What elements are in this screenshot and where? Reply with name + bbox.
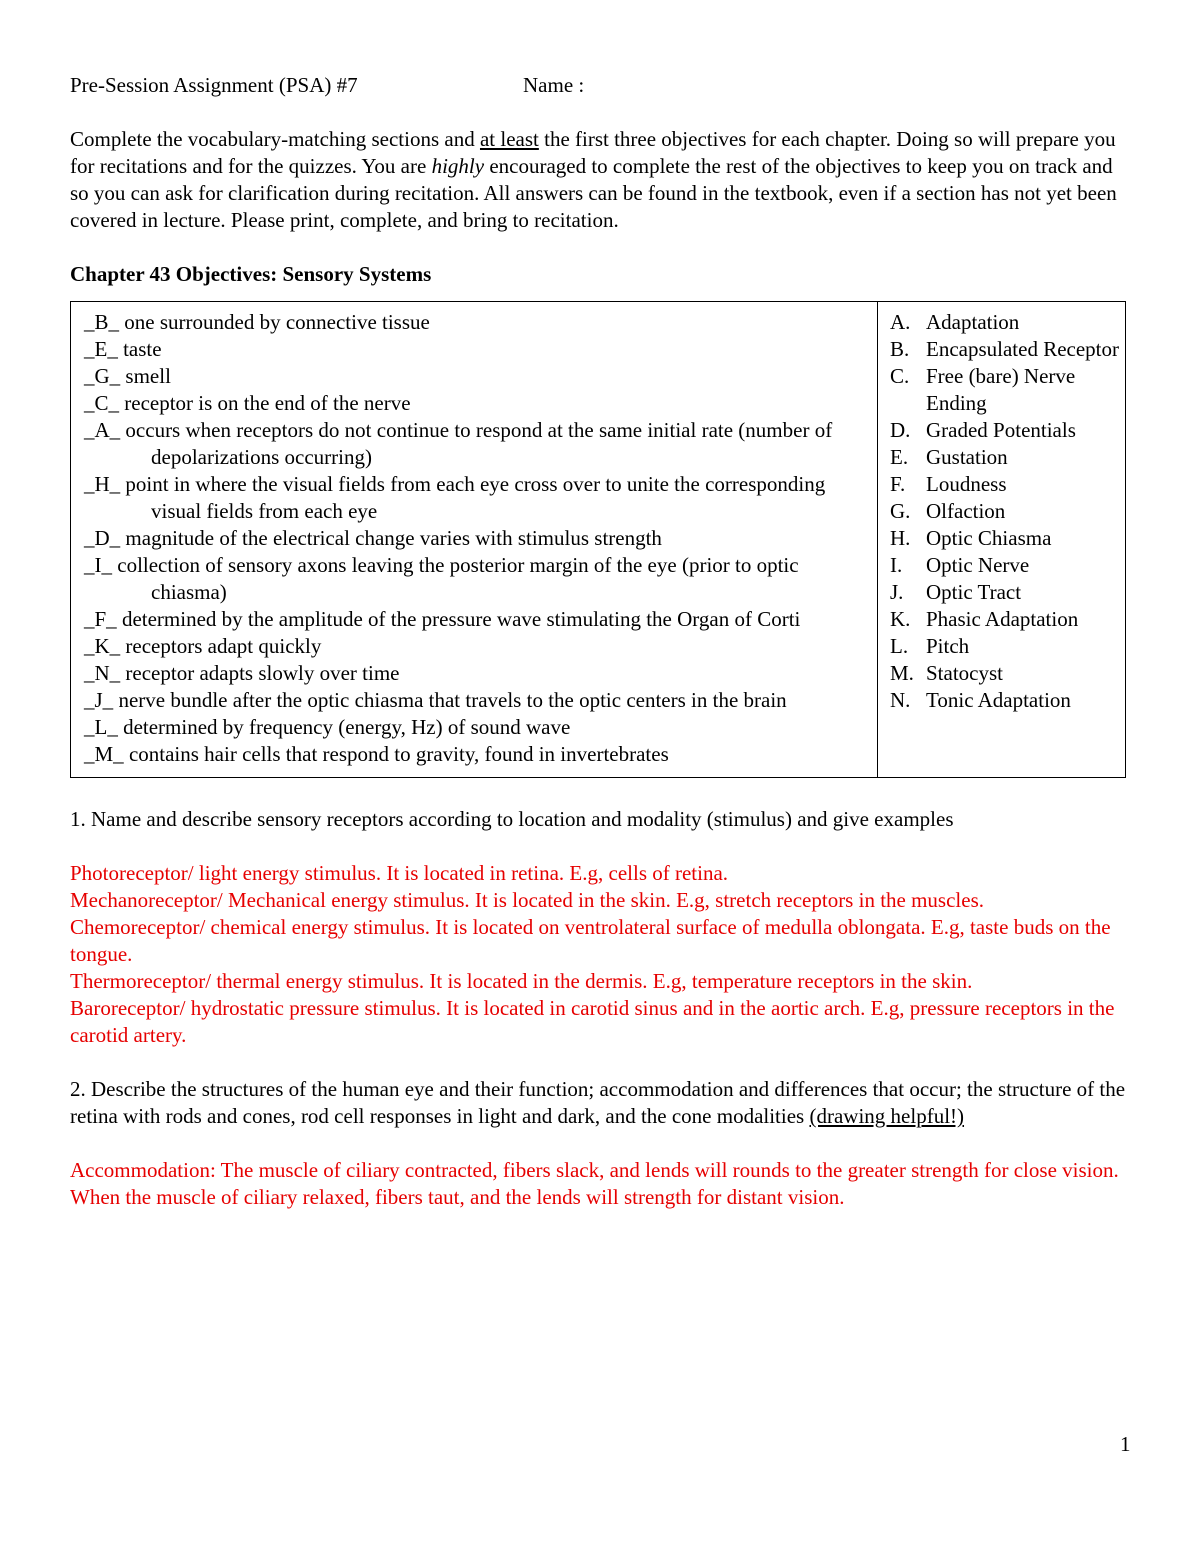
document-page (70, 72, 1130, 1211)
term-row (890, 309, 1125, 336)
term-letter: B. (890, 337, 910, 361)
matching-definition: smell (125, 364, 171, 388)
matching-answer: _N_ (84, 661, 121, 685)
term-text: Optic Nerve (926, 553, 1030, 577)
matching-definition: receptor adapts slowly over time (125, 661, 400, 685)
page-number: 1 (1120, 1432, 1131, 1456)
receptor-answer: Chemoreceptor/ chemical energy stimulus. It is located on ventrolateral surface of medulla oblongata. E.g, taste buds on the tongue. (70, 915, 1111, 966)
term-text: Optic Tract (926, 580, 1022, 604)
term-text: Adaptation (926, 310, 1020, 334)
matching-definition: magnitude of the electrical change varies with stimulus strength (125, 526, 662, 550)
term-row (890, 552, 1125, 579)
matching-definition: taste (123, 337, 162, 361)
matching-answer: _I_ (84, 553, 112, 577)
matching-answer: _M_ (84, 742, 124, 766)
term-letter: K. (890, 607, 911, 631)
matching-row (84, 336, 877, 363)
matching-answer: _F_ (84, 607, 117, 631)
term-row (890, 336, 1125, 363)
matching-definition: nerve bundle after the optic chiasma that travels to the optic centers in the brain (118, 688, 787, 712)
term-letter: I. (890, 553, 903, 577)
matching-row (84, 552, 877, 606)
matching-row (84, 714, 877, 741)
matching-row (84, 390, 877, 417)
at-least-underlined: at least (479, 127, 539, 151)
question-2: 2. Describe the structures of the human eye and their function; accommodation and differences that occur; the structure of the retina with rods and cones, rod cell responses in light and dark, and the cone modalities (drawing helpful!) (70, 1077, 1126, 1128)
matching-row (84, 687, 877, 714)
matching-answer: _A_ (84, 418, 121, 442)
receptor-answer: Photoreceptor/ light energy stimulus. It is located in retina. E.g, cells of retina. (70, 861, 729, 885)
matching-row (84, 633, 877, 660)
highly-italic: highly (431, 154, 485, 178)
term-row (890, 444, 1125, 471)
matching-definition: occurs when receptors do not continue to respond at the same initial rate (number of depolarizations occurring) (125, 418, 833, 469)
term-text: Pitch (926, 634, 970, 658)
term-row (890, 417, 1125, 444)
term-row (890, 471, 1125, 498)
receptor-answer: Mechanoreceptor/ Mechanical energy stimulus. It is located in the skin. E.g, stretch receptors in the muscles. (70, 888, 985, 912)
receptor-answer: Thermoreceptor/ thermal energy stimulus. It is located in the dermis. E.g, temperature receptors in the skin. (70, 969, 973, 993)
term-letter: F. (890, 472, 906, 496)
matching-row (84, 363, 877, 390)
vocabulary-matching-table (70, 301, 1126, 778)
term-row (890, 633, 1125, 660)
question-2-answer: Accommodation: The muscle of ciliary contracted, fibers slack, and lends will rounds to the greater strength for close vision. When the muscle of ciliary relaxed, fibers taut, and the lends will strength for distant vision. (70, 1158, 1119, 1209)
term-text: Gustation (926, 445, 1008, 469)
matching-answer: _E_ (84, 337, 118, 361)
term-row (890, 579, 1125, 606)
matching-definition: collection of sensory axons leaving the posterior margin of the eye (prior to optic chiasma) (117, 553, 799, 604)
term-letter: C. (890, 364, 910, 388)
matching-row (84, 606, 877, 633)
term-text: Optic Chiasma (926, 526, 1052, 550)
matching-answer: _B_ (84, 310, 120, 334)
matching-answer: _C_ (84, 391, 120, 415)
assignment-title: Pre-Session Assignment (PSA) #7 (70, 73, 358, 97)
definitions-column (71, 302, 878, 778)
term-text: Loudness (926, 472, 1007, 496)
term-letter: E. (890, 445, 909, 469)
matching-answer: _J_ (84, 688, 114, 712)
matching-definition: point in where the visual fields from each eye cross over to unite the corresponding visual fields from each eye (125, 472, 826, 523)
term-text: Free (bare) Nerve Ending (926, 364, 1076, 415)
question-1: 1. Name and describe sensory receptors according to location and modality (stimulus) and give examples (70, 807, 954, 831)
matching-answer: _D_ (84, 526, 121, 550)
term-row (890, 498, 1125, 525)
term-text: Olfaction (926, 499, 1006, 523)
term-text: Graded Potentials (926, 418, 1076, 442)
term-row (890, 363, 1125, 417)
term-text: Tonic Adaptation (926, 688, 1071, 712)
term-letter: L. (890, 634, 909, 658)
matching-row (84, 309, 877, 336)
terms-column (878, 302, 1126, 778)
question-1-answers (70, 860, 1130, 1049)
matching-row (84, 417, 877, 471)
matching-answer: _K_ (84, 634, 121, 658)
name-label: Name : (523, 73, 585, 97)
term-letter: A. (890, 310, 911, 334)
matching-row (84, 660, 877, 687)
term-letter: D. (890, 418, 911, 442)
term-text: Statocyst (926, 661, 1003, 685)
term-text: Phasic Adaptation (926, 607, 1079, 631)
matching-definition: contains hair cells that respond to gravity, found in invertebrates (128, 742, 669, 766)
matching-definition: receptors adapt quickly (125, 634, 322, 658)
term-letter: H. (890, 526, 911, 550)
matching-row (84, 471, 877, 525)
intro-paragraph: Complete the vocabulary-matching sections and at least the first three objectives for each chapter. Doing so will prepare you for recitations and for the quizzes. You are highly encouraged to complete the rest of the objectives to keep you on track and so you can ask for clarification during recitation. All answers can be found in the textbook, even if a section has not yet been covered in lecture. Please print, complete, and bring to recitation. (70, 127, 1117, 232)
term-letter: J. (890, 580, 904, 604)
header (70, 72, 1130, 99)
term-row (890, 606, 1125, 633)
term-row (890, 660, 1125, 687)
matching-definition: determined by the amplitude of the pressure wave stimulating the Organ of Corti (121, 607, 801, 631)
matching-answer: _L_ (84, 715, 118, 739)
chapter-title: Chapter 43 Objectives: Sensory Systems (70, 262, 432, 286)
matching-answer: _H_ (84, 472, 121, 496)
term-letter: N. (890, 688, 911, 712)
matching-definition: receptor is on the end of the nerve (124, 391, 411, 415)
term-letter: G. (890, 499, 911, 523)
matching-answer: _G_ (84, 364, 121, 388)
term-row (890, 687, 1125, 714)
matching-definition: one surrounded by connective tissue (124, 310, 430, 334)
receptor-answer: Baroreceptor/ hydrostatic pressure stimulus. It is located in carotid sinus and in the aortic arch. E.g, pressure receptors in the carotid artery. (70, 996, 1115, 1047)
term-row (890, 525, 1125, 552)
term-letter: M. (890, 661, 914, 685)
matching-row (84, 525, 877, 552)
matching-row (84, 741, 877, 768)
matching-definition: determined by frequency (energy, Hz) of sound wave (123, 715, 571, 739)
drawing-helpful-note: (drawing helpful!) (809, 1104, 965, 1128)
term-text: Encapsulated Receptor (926, 337, 1119, 361)
